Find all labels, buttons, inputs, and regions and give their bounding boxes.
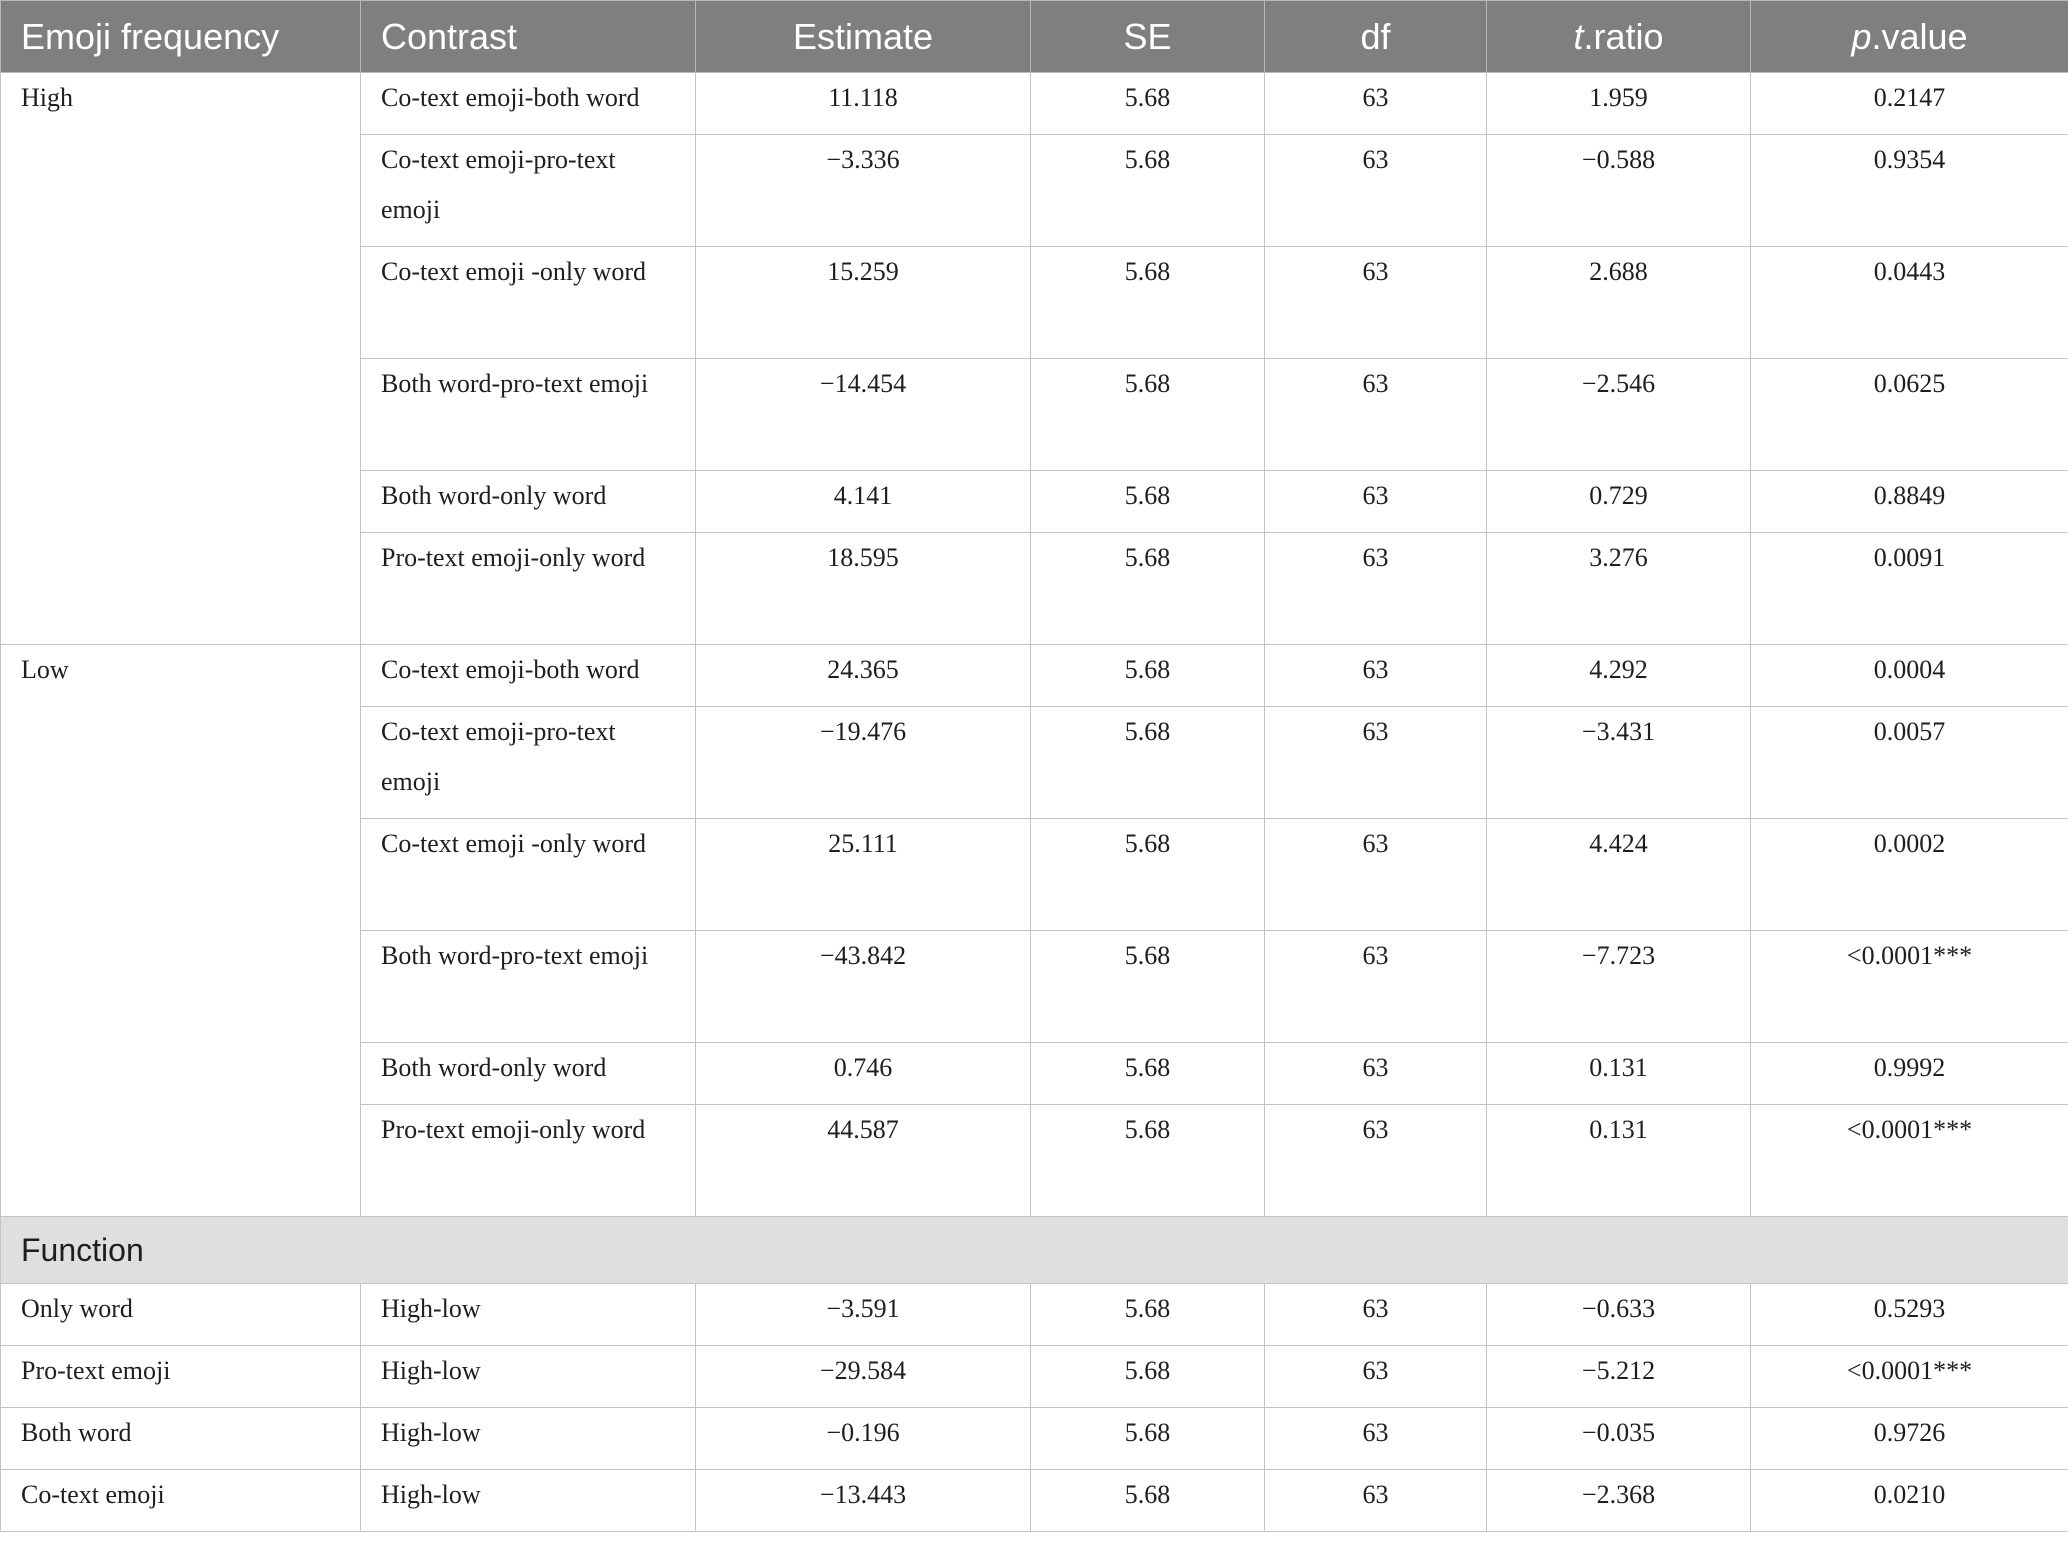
t-ratio-cell: −5.212: [1487, 1346, 1751, 1408]
estimate-cell: −14.454: [696, 359, 1031, 471]
contrast-cell: Both word-pro-text emoji: [361, 931, 696, 1043]
estimate-cell: 15.259: [696, 247, 1031, 359]
contrast-cell: Both word-only word: [361, 471, 696, 533]
table-row: [1, 645, 2068, 707]
se-cell: 5.68: [1031, 1105, 1265, 1217]
p-value-cell: 0.9354: [1751, 135, 2068, 247]
contrast-cell: Co-text emoji-pro-text emoji: [361, 135, 696, 247]
se-cell: 5.68: [1031, 359, 1265, 471]
df-cell: 63: [1265, 1284, 1487, 1346]
df-cell: 63: [1265, 931, 1487, 1043]
se-cell: 5.68: [1031, 1284, 1265, 1346]
estimate-cell: −3.336: [696, 135, 1031, 247]
t-ratio-cell: −3.431: [1487, 707, 1751, 819]
df-cell: 63: [1265, 135, 1487, 247]
section-row-function: [1, 1217, 2068, 1284]
df-cell: 63: [1265, 1105, 1487, 1217]
estimate-cell: 11.118: [696, 73, 1031, 135]
p-value-cell: 0.9726: [1751, 1408, 2068, 1470]
df-cell: 63: [1265, 1470, 1487, 1532]
contrast-cell: Both word-pro-text emoji: [361, 359, 696, 471]
se-cell: 5.68: [1031, 533, 1265, 645]
function-cell: Co-text emoji: [1, 1470, 361, 1532]
t-ratio-cell: 3.276: [1487, 533, 1751, 645]
df-cell: 63: [1265, 247, 1487, 359]
header-t-ratio: [1487, 1, 1751, 73]
t-ratio-cell: −0.035: [1487, 1408, 1751, 1470]
header-t-ratio-rest: .ratio: [1583, 15, 1664, 57]
estimate-cell: 18.595: [696, 533, 1031, 645]
t-ratio-cell: −2.368: [1487, 1470, 1751, 1532]
t-ratio-cell: −7.723: [1487, 931, 1751, 1043]
group-low: Low: [1, 645, 361, 1217]
se-cell: 5.68: [1031, 931, 1265, 1043]
df-cell: 63: [1265, 1346, 1487, 1408]
t-ratio-cell: 2.688: [1487, 247, 1751, 359]
t-ratio-cell: 4.424: [1487, 819, 1751, 931]
estimate-cell: −19.476: [696, 707, 1031, 819]
contrast-cell: Both word-only word: [361, 1043, 696, 1105]
contrast-cell: High-low: [361, 1470, 696, 1532]
group-high: High: [1, 73, 361, 645]
header-se: SE: [1031, 1, 1265, 73]
t-ratio-cell: −0.633: [1487, 1284, 1751, 1346]
estimate-cell: 25.111: [696, 819, 1031, 931]
function-cell: Both word: [1, 1408, 361, 1470]
contrast-cell: Co-text emoji-both word: [361, 645, 696, 707]
t-ratio-cell: 4.292: [1487, 645, 1751, 707]
df-cell: 63: [1265, 707, 1487, 819]
df-cell: 63: [1265, 471, 1487, 533]
df-cell: 63: [1265, 1408, 1487, 1470]
table-row: [1, 1470, 2068, 1532]
table-row: [1, 1284, 2068, 1346]
contrast-cell: Co-text emoji -only word: [361, 819, 696, 931]
contrast-cell: High-low: [361, 1408, 696, 1470]
contrast-cell: Co-text emoji-both word: [361, 73, 696, 135]
estimate-cell: 24.365: [696, 645, 1031, 707]
se-cell: 5.68: [1031, 135, 1265, 247]
se-cell: 5.68: [1031, 1346, 1265, 1408]
t-ratio-cell: 0.131: [1487, 1043, 1751, 1105]
se-cell: 5.68: [1031, 1470, 1265, 1532]
df-cell: 63: [1265, 533, 1487, 645]
contrast-cell: High-low: [361, 1346, 696, 1408]
df-cell: 63: [1265, 645, 1487, 707]
se-cell: 5.68: [1031, 645, 1265, 707]
df-cell: 63: [1265, 819, 1487, 931]
se-cell: 5.68: [1031, 1408, 1265, 1470]
function-cell: Only word: [1, 1284, 361, 1346]
df-cell: 63: [1265, 73, 1487, 135]
se-cell: 5.68: [1031, 247, 1265, 359]
p-value-cell: 0.0210: [1751, 1470, 2068, 1532]
p-value-cell: 0.0625: [1751, 359, 2068, 471]
df-cell: 63: [1265, 359, 1487, 471]
p-value-cell: 0.5293: [1751, 1284, 2068, 1346]
header-p-value-italic: p: [1851, 15, 1872, 57]
p-value-cell: 0.0004: [1751, 645, 2068, 707]
se-cell: 5.68: [1031, 707, 1265, 819]
contrast-cell: High-low: [361, 1284, 696, 1346]
table-row: [1, 73, 2068, 135]
estimate-cell: 44.587: [696, 1105, 1031, 1217]
estimate-cell: −43.842: [696, 931, 1031, 1043]
contrast-cell: Pro-text emoji-only word: [361, 1105, 696, 1217]
header-row: [1, 1, 2068, 73]
contrast-cell: Co-text emoji -only word: [361, 247, 696, 359]
p-value-cell: <0.0001***: [1751, 931, 2068, 1043]
estimate-cell: 0.746: [696, 1043, 1031, 1105]
estimate-cell: −13.443: [696, 1470, 1031, 1532]
t-ratio-cell: −2.546: [1487, 359, 1751, 471]
t-ratio-cell: 0.729: [1487, 471, 1751, 533]
p-value-cell: 0.2147: [1751, 73, 2068, 135]
p-value-cell: <0.0001***: [1751, 1105, 2068, 1217]
se-cell: 5.68: [1031, 1043, 1265, 1105]
header-t-ratio-italic: t: [1573, 15, 1584, 57]
se-cell: 5.68: [1031, 471, 1265, 533]
table-row: [1, 1346, 2068, 1408]
header-estimate: Estimate: [696, 1, 1031, 73]
t-ratio-cell: 0.131: [1487, 1105, 1751, 1217]
se-cell: 5.68: [1031, 819, 1265, 931]
p-value-cell: 0.0091: [1751, 533, 2068, 645]
t-ratio-cell: −0.588: [1487, 135, 1751, 247]
p-value-cell: 0.0443: [1751, 247, 2068, 359]
header-df: df: [1265, 1, 1487, 73]
estimate-cell: −0.196: [696, 1408, 1031, 1470]
contrast-cell: Co-text emoji-pro-text emoji: [361, 707, 696, 819]
header-contrast: Contrast: [361, 1, 696, 73]
p-value-cell: 0.0057: [1751, 707, 2068, 819]
estimate-cell: 4.141: [696, 471, 1031, 533]
p-value-cell: 0.0002: [1751, 819, 2068, 931]
p-value-cell: <0.0001***: [1751, 1346, 2068, 1408]
function-cell: Pro-text emoji: [1, 1346, 361, 1408]
header-p-value-rest: .value: [1871, 15, 1968, 57]
p-value-cell: 0.8849: [1751, 471, 2068, 533]
estimate-cell: −3.591: [696, 1284, 1031, 1346]
header-p-value: [1751, 1, 2068, 73]
se-cell: 5.68: [1031, 73, 1265, 135]
df-cell: 63: [1265, 1043, 1487, 1105]
table-row: [1, 1408, 2068, 1470]
header-emoji-frequency: Emoji frequency: [1, 1, 361, 73]
estimate-cell: −29.584: [696, 1346, 1031, 1408]
section-title: Function: [1, 1217, 2068, 1284]
contrast-cell: Pro-text emoji-only word: [361, 533, 696, 645]
p-value-cell: 0.9992: [1751, 1043, 2068, 1105]
t-ratio-cell: 1.959: [1487, 73, 1751, 135]
